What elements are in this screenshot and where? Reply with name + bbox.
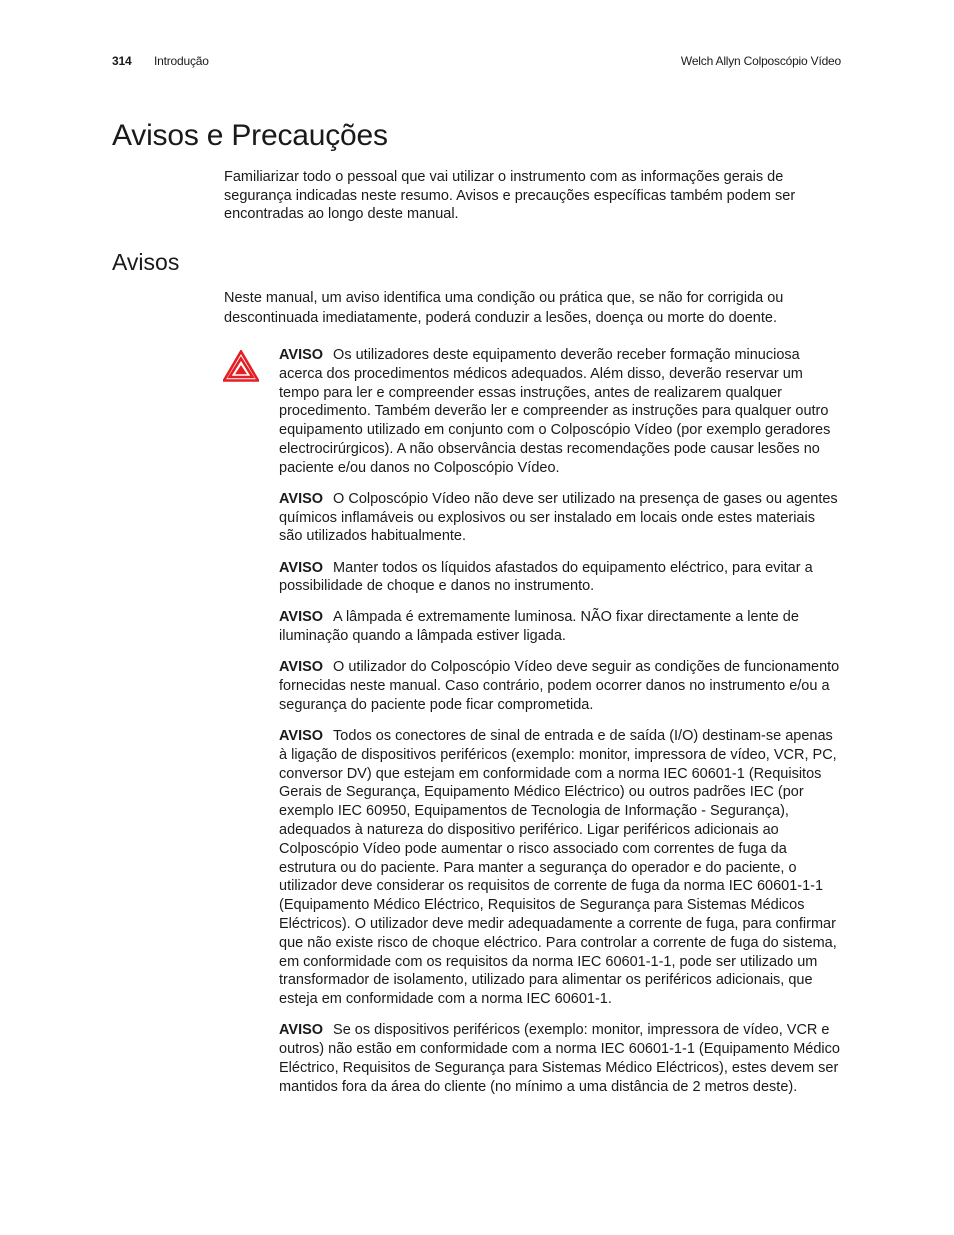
page-header	[112, 53, 841, 69]
warning-text: Os utilizadores deste equipamento deverão receber formação minuciosa acerca dos procedimentos médicos adequados. Além disso, deverão reservar um tempo para ler e compreender essas instruções, antes de realizarem qualquer procedimento. Também deverão ler e compreender as instruções para qualquer outro equipamento utilizado em conjunto com o Colposcópio Vídeo (por exemplo geradores electrocirúrgicos). A não observância destas recomendações pode causar lesões no paciente e/ou danos no Colposcópio Vídeo.	[279, 347, 831, 476]
warning-label: AVISO	[279, 659, 324, 676]
warning-text: Manter todos os líquidos afastados do equipamento eléctrico, para evitar a possibilidade de choque e danos no instrumento.	[279, 559, 813, 595]
warning-label: AVISO	[279, 1022, 324, 1039]
warning-label: AVISO	[279, 609, 324, 626]
hazard-triangle-icon	[223, 350, 259, 382]
warning-item	[279, 1021, 841, 1096]
warning-item	[279, 346, 841, 478]
page-number: 314	[112, 54, 132, 68]
warning-text: O Colposcópio Vídeo não deve ser utilizado na presença de gases ou agentes químicos inflamáveis ou explosivos ou ser instalado em locais onde estes materiais são utilizados habitualmente.	[279, 490, 838, 545]
warning-label: AVISO	[279, 559, 324, 576]
warning-text: Todos os conectores de sinal de entrada e de saída (I/O) destinam-se apenas à ligação de dispositivos periféricos (exemplo: monitor, impressora de vídeo, VCR, PC, conversor DV) que estejam em conformidade com a norma IEC 60601-1 (Requisitos Gerais de Segurança, Equipamento Médico Eléctrico) ou outros padrões IEC (por exemplo IEC 60950, Equipamentos de Tecnologia de Informação - Segurança), adequados à natureza do dispositivo periférico. Ligar periféricos adicionais ao Colposcópio Vídeo pode aumentar o risco associado com correntes de fuga da estrutura ou do paciente. Para manter a segurança do operador e do paciente, o utilizador deve considerar os requisitos de corrente de fuga da norma IEC 60601-1-1 (Equipamento Médico Eléctrico, Requisitos de Segurança para Sistemas Médicos Eléctricos). O utilizador deve medir adequadamente a corrente de fuga, para confirmar que não existe risco de choque eléctrico. Para controlar a corrente de fuga do sistema, em conformidade com os requisitos da norma IEC 60601-1-1, pode ser utilizado um transformador de isolamento, utilizado para alimentar os periféricos adicionais, que esteja em conformidade com a norma IEC 60601-1.	[279, 728, 837, 1008]
header-section-name: Introdução	[154, 54, 209, 68]
warning-label: AVISO	[279, 728, 324, 745]
warning-item	[279, 727, 841, 1009]
page-title: Avisos e Precauções	[112, 119, 388, 152]
warning-item	[279, 559, 841, 597]
intro-paragraph: Familiarizar todo o pessoal que vai utilizar o instrumento com as informações gerais de segurança indicadas neste resumo. Avisos e precauções específicas também podem ser encontradas ao longo deste manual.	[224, 169, 796, 222]
warning-item	[279, 490, 841, 546]
warning-text: O utilizador do Colposcópio Vídeo deve seguir as condições de funcionamento fornecidas neste manual. Caso contrário, podem ocorrer danos no instrumento e/ou a segurança do paciente pode ficar comprometida.	[279, 659, 840, 713]
section-heading-avisos: Avisos	[112, 249, 180, 275]
header-document-title: Welch Allyn Colposcópio Vídeo	[680, 54, 841, 68]
warning-item	[279, 658, 841, 714]
warning-list	[279, 346, 841, 1109]
section-intro-paragraph: Neste manual, um aviso identifica uma condição ou prática que, se não for corrigida ou descontinuada imediatamente, poderá conduzir a lesões, doença ou morte do doente.	[224, 290, 784, 326]
warning-text: Se os dispositivos periféricos (exemplo: monitor, impressora de vídeo, VCR e outros) não estão em conformidade com a norma IEC 60601-1-1 (Equipamento Médico Eléctrico, Requisitos de Segurança para Sistemas Médico Eléctricos), estes devem ser mantidos fora da área do cliente (no mínimo a uma distância de 2 metros deste).	[279, 1022, 840, 1095]
warning-label: AVISO	[279, 490, 324, 507]
warning-text: A lâmpada é extremamente luminosa. NÃO fixar directamente a lente de iluminação quando a lâmpada estiver ligada.	[279, 609, 799, 645]
warning-item	[279, 608, 841, 646]
warning-label: AVISO	[279, 347, 324, 363]
